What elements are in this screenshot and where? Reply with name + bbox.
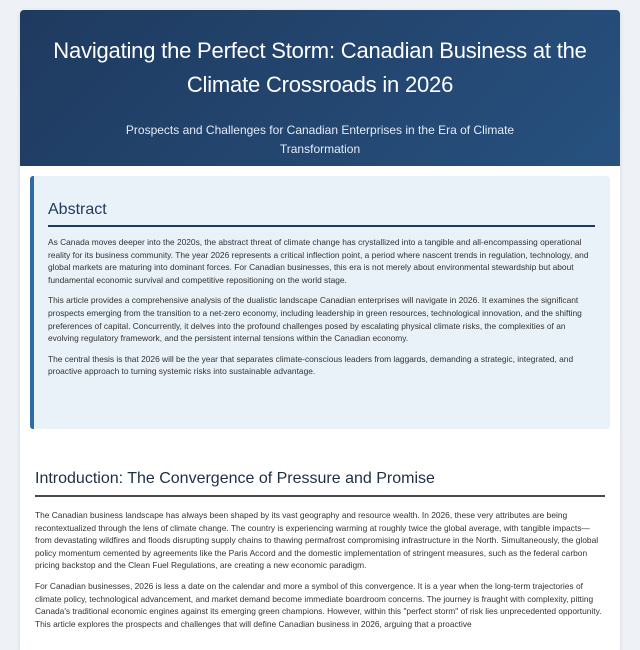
introduction-section	[35, 470, 605, 638]
introduction-paragraph: The Canadian business landscape has always been shaped by its vast geography and resource wealth. In 2026, these very attributes are being recontextualized through the lens of climate change. The country is experiencing warming at roughly twice the global average, with tangible impacts—from devastating wildfires and floods disrupting supply chains to thawing permafrost compromising infrastructure in the North. Simultaneously, the global policy momentum cemented by agreements like the Paris Accord and the domestic implementation of stringent measures, such as the federal carbon pricing backstop and the Clean Fuel Regulations, are creating a new economic paradigm.	[35, 510, 599, 571]
introduction-paragraph: For Canadian businesses, 2026 is less a date on the calendar and more a symbol of this convergence. It is a year when the long-term trajectories of climate policy, technological advancement, and market demand become immediate boardroom concerns. The journey is fraught with complexity, pitting Canada's traditional economic engines against its emerging green champions. However, within this "perfect storm" of risk lies unprecedented opportunity. This article explores the prospects and challenges that will define Canadian business in 2026, arguing that a proactive	[35, 580, 602, 629]
abstract-box	[30, 176, 610, 429]
abstract-paragraph: As Canada moves deeper into the 2020s, the abstract threat of climate change has crystallized into a tangible and all-encompassing operational reality for its business community. The year 2026 represents a critical inflection point, a period where nascent trends in regulation, technology, and global markets are maturing into dominant forces. For Canadian businesses, this era is not merely about environmental stewardship but about fundamental economic survival and competitive repositioning on the world stage.	[48, 237, 589, 285]
article-title: Navigating the Perfect Storm: Canadian Business at the Climate Crossroads in 2026	[53, 38, 587, 97]
abstract-paragraph: This article provides a comprehensive analysis of the dualistic landscape Canadian enterprises will navigate in 2026. It examines the significant prospects emerging from the transition to a net-zero economy, including leadership in green resources, technological innovation, and the shifting preferences of capital. Concurrently, it delves into the profound challenges posed by escalating physical climate risks, the complexities of an evolving regulatory framework, and the persistent internal tensions within the Canadian economy.	[48, 295, 582, 344]
introduction-heading: Introduction: The Convergence of Pressure and Promise	[35, 470, 605, 497]
article-page	[20, 10, 620, 650]
abstract-heading: Abstract	[48, 201, 595, 227]
article-header	[20, 10, 620, 166]
abstract-paragraph: The central thesis is that 2026 will be the year that separates climate-conscious leaders from laggards, demanding a strategic, integrated, and proactive approach to turning systemic risks into sustainable advantage.	[48, 353, 574, 377]
article-subtitle: Prospects and Challenges for Canadian Enterprises in the Era of Climate Transformation	[125, 123, 515, 156]
